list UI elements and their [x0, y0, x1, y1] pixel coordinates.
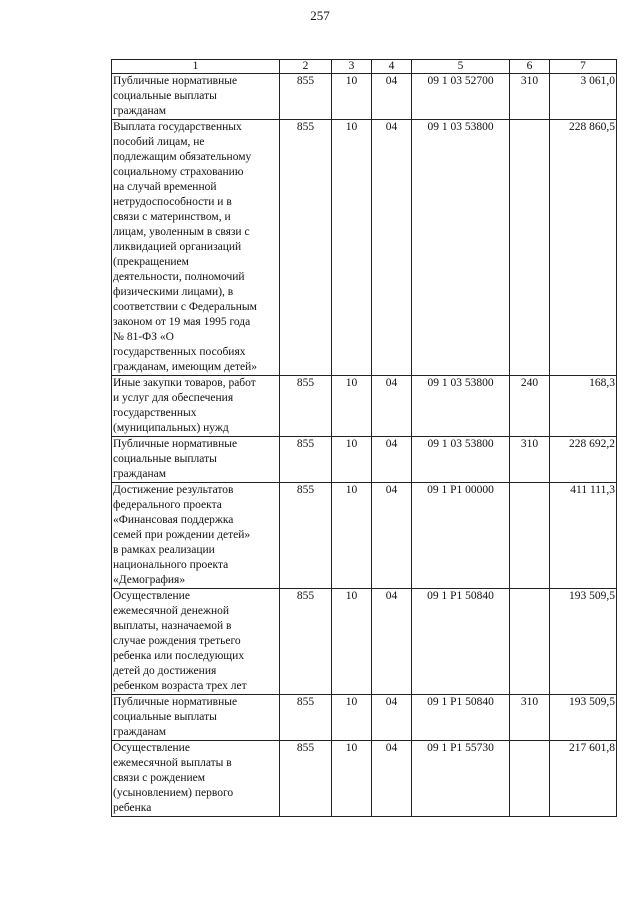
- row-amount: 193 509,5: [550, 589, 617, 695]
- row-name: Осуществление ежемесячной денежной выплаты, назначаемой в случае рождения третьего ребенка или последующих детей до достижения ребенком возраста трех лет: [112, 589, 280, 695]
- row-section: 10: [332, 741, 372, 817]
- table-row: [112, 437, 617, 483]
- row-ministry-code: 855: [280, 741, 332, 817]
- row-name: Иные закупки товаров, работ и услуг для обеспечения государственных (муниципальных) нужд: [112, 376, 280, 437]
- table-row: [112, 74, 617, 120]
- row-ministry-code: 855: [280, 376, 332, 437]
- row-expense-type: 240: [510, 376, 550, 437]
- page-number: 257: [310, 8, 330, 23]
- table-row: [112, 376, 617, 437]
- table-row: [112, 741, 617, 817]
- row-amount: 411 111,3: [550, 483, 617, 589]
- row-ministry-code: 855: [280, 483, 332, 589]
- row-name: Публичные нормативные социальные выплаты гражданам: [112, 437, 280, 483]
- row-section: 10: [332, 120, 372, 376]
- row-subsection: 04: [372, 376, 412, 437]
- row-ministry-code: 855: [280, 589, 332, 695]
- row-ministry-code: 855: [280, 74, 332, 120]
- row-section: 10: [332, 589, 372, 695]
- row-target-article: 09 1 P1 50840: [412, 695, 510, 741]
- row-name: Публичные нормативные социальные выплаты гражданам: [112, 74, 280, 120]
- table-row: [112, 589, 617, 695]
- row-target-article: 09 1 P1 55730: [412, 741, 510, 817]
- row-expense-type: 310: [510, 695, 550, 741]
- row-amount: 3 061,0: [550, 74, 617, 120]
- row-subsection: 04: [372, 589, 412, 695]
- row-name: Осуществление ежемесячной выплаты в связи с рождением (усыновлением) первого ребенка: [112, 741, 280, 817]
- header-row: [112, 60, 617, 74]
- row-subsection: 04: [372, 437, 412, 483]
- row-ministry-code: 855: [280, 120, 332, 376]
- row-expense-type: [510, 589, 550, 695]
- row-target-article: 09 1 P1 00000: [412, 483, 510, 589]
- row-subsection: 04: [372, 695, 412, 741]
- row-section: 10: [332, 437, 372, 483]
- row-subsection: 04: [372, 483, 412, 589]
- header-col-1: 1: [112, 60, 280, 74]
- header-col-5: 5: [412, 60, 510, 74]
- row-section: 10: [332, 483, 372, 589]
- row-section: 10: [332, 376, 372, 437]
- header-col-2: 2: [280, 60, 332, 74]
- row-subsection: 04: [372, 741, 412, 817]
- row-subsection: 04: [372, 74, 412, 120]
- row-name: Достижение результатов федерального проекта «Финансовая поддержка семей при рождении детей» в рамках реализации национального проекта «Демография»: [112, 483, 280, 589]
- row-section: 10: [332, 695, 372, 741]
- budget-table: [111, 59, 617, 817]
- row-section: 10: [332, 74, 372, 120]
- table-row: [112, 120, 617, 376]
- table-row: [112, 695, 617, 741]
- row-expense-type: [510, 483, 550, 589]
- row-target-article: 09 1 P1 50840: [412, 589, 510, 695]
- table-row: [112, 483, 617, 589]
- row-ministry-code: 855: [280, 437, 332, 483]
- row-target-article: 09 1 03 53800: [412, 437, 510, 483]
- row-amount: 228 692,2: [550, 437, 617, 483]
- row-amount: 193 509,5: [550, 695, 617, 741]
- row-subsection: 04: [372, 120, 412, 376]
- row-expense-type: 310: [510, 74, 550, 120]
- row-target-article: 09 1 03 52700: [412, 74, 510, 120]
- row-ministry-code: 855: [280, 695, 332, 741]
- row-target-article: 09 1 03 53800: [412, 376, 510, 437]
- header-col-6: 6: [510, 60, 550, 74]
- row-expense-type: 310: [510, 437, 550, 483]
- row-target-article: 09 1 03 53800: [412, 120, 510, 376]
- row-amount: 168,3: [550, 376, 617, 437]
- header-col-7: 7: [550, 60, 617, 74]
- header-col-3: 3: [332, 60, 372, 74]
- row-name: Публичные нормативные социальные выплаты гражданам: [112, 695, 280, 741]
- row-name: Выплата государственных пособий лицам, не подлежащим обязательному социальному страхованию на случай временной нетрудоспособности и в связи с материнством, и лицам, уволенным в связи с ликвидацией организаций (прекращением деятельности, полномочий физическими лицами), в соответствии с Федеральным законом от 19 мая 1995 года № 81-ФЗ «О государственных пособиях гражданам, имеющим детей»: [112, 120, 280, 376]
- row-expense-type: [510, 120, 550, 376]
- row-amount: 217 601,8: [550, 741, 617, 817]
- row-expense-type: [510, 741, 550, 817]
- header-col-4: 4: [372, 60, 412, 74]
- row-amount: 228 860,5: [550, 120, 617, 376]
